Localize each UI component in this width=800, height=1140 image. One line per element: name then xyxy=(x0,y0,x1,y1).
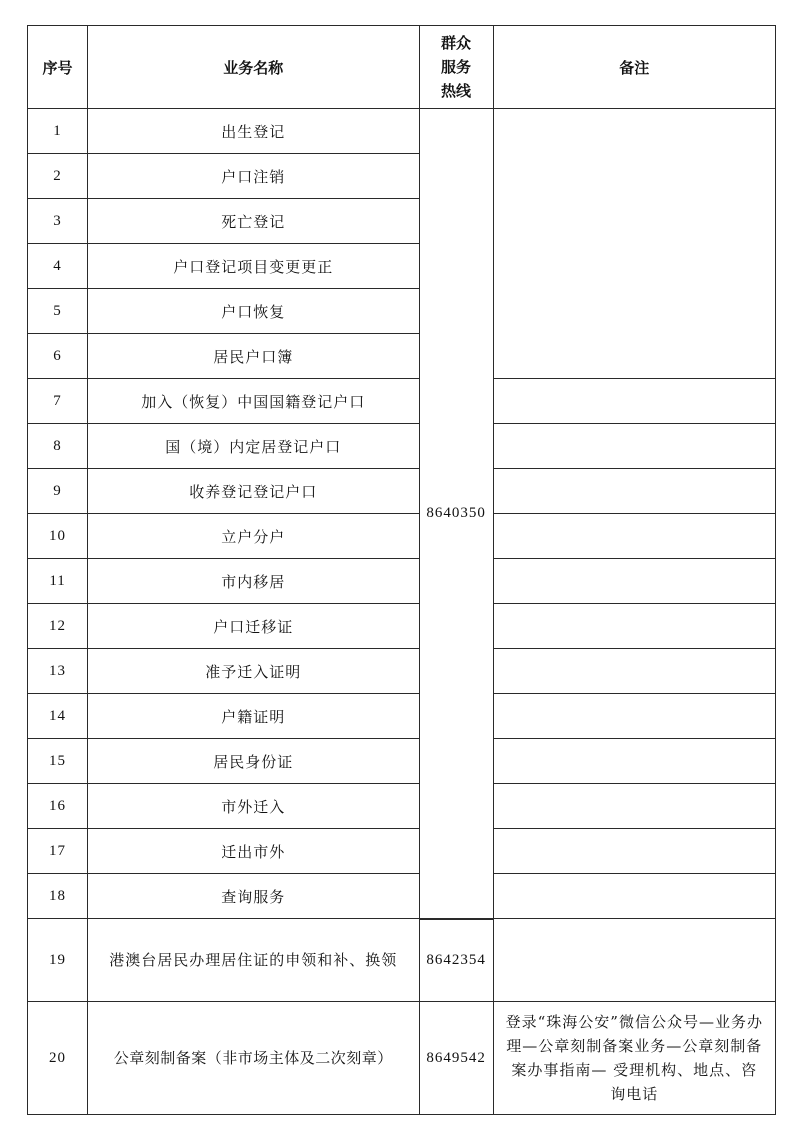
business-hotline-table xyxy=(27,25,776,1115)
row-business-name: 死亡登记 xyxy=(88,199,419,244)
row-seq: 2 xyxy=(28,154,88,199)
row-seq: 3 xyxy=(28,199,88,244)
row-business-name: 居民身份证 xyxy=(88,739,419,784)
row-business-name: 收养登记登记户口 xyxy=(88,469,419,514)
row-seq: 16 xyxy=(28,784,88,829)
row-seq: 18 xyxy=(28,874,88,919)
row-business-name: 居民户口簿 xyxy=(88,334,419,379)
row-note xyxy=(493,379,775,424)
row-note xyxy=(493,604,775,649)
row-note xyxy=(493,829,775,874)
row-note xyxy=(493,514,775,559)
row-seq: 14 xyxy=(28,694,88,739)
row-business-name: 市内移居 xyxy=(88,559,419,604)
row-seq: 13 xyxy=(28,649,88,694)
row-note xyxy=(493,649,775,694)
row-seq: 19 xyxy=(28,919,88,1002)
header-business-name: 业务名称 xyxy=(88,26,419,109)
table-row xyxy=(28,829,776,874)
row-note-merged xyxy=(493,109,775,379)
row-business-name: 户籍证明 xyxy=(88,694,419,739)
table-row xyxy=(28,649,776,694)
table-row xyxy=(28,424,776,469)
row-seq: 10 xyxy=(28,514,88,559)
row-seq: 20 xyxy=(28,1002,88,1115)
table-row xyxy=(28,694,776,739)
row-business-name: 户口恢复 xyxy=(88,289,419,334)
row-seq: 7 xyxy=(28,379,88,424)
table-row xyxy=(28,604,776,649)
row-business-name: 迁出市外 xyxy=(88,829,419,874)
header-seq: 序号 xyxy=(28,26,88,109)
row-seq: 9 xyxy=(28,469,88,514)
row-note xyxy=(493,919,775,1002)
row-seq: 4 xyxy=(28,244,88,289)
row-seq: 11 xyxy=(28,559,88,604)
row-note xyxy=(493,739,775,784)
table-row xyxy=(28,1002,776,1115)
row-business-name: 立户分户 xyxy=(88,514,419,559)
row-business-name: 户口登记项目变更更正 xyxy=(88,244,419,289)
row-seq: 8 xyxy=(28,424,88,469)
header-hotline-label: 群众服务热线 xyxy=(441,34,472,100)
row-business-name: 户口注销 xyxy=(88,154,419,199)
row-hotline: 8642354 xyxy=(419,919,493,1002)
table-row xyxy=(28,514,776,559)
row-note: 登录“珠海公安”微信公众号—业务办理—公章刻制备案业务—公章刻制备案办事指南— 受理机构、地点、咨询电话 xyxy=(493,1002,775,1115)
row-seq: 15 xyxy=(28,739,88,784)
table-row xyxy=(28,919,776,1002)
table-row xyxy=(28,559,776,604)
table-row xyxy=(28,784,776,829)
hotline-cell-shared: 8640350 xyxy=(419,109,493,919)
table-row xyxy=(28,109,776,154)
row-seq: 17 xyxy=(28,829,88,874)
row-business-name: 出生登记 xyxy=(88,109,419,154)
table-row xyxy=(28,739,776,784)
row-note xyxy=(493,559,775,604)
row-business-name: 市外迁入 xyxy=(88,784,419,829)
row-hotline: 8649542 xyxy=(419,1002,493,1115)
row-business-name: 加入（恢复）中国国籍登记户口 xyxy=(88,379,419,424)
row-business-name: 户口迁移证 xyxy=(88,604,419,649)
row-note xyxy=(493,694,775,739)
row-seq: 5 xyxy=(28,289,88,334)
table-header-row xyxy=(28,26,776,109)
row-business-name: 港澳台居民办理居住证的申领和补、换领 xyxy=(88,919,419,1002)
table-row xyxy=(28,379,776,424)
row-seq: 12 xyxy=(28,604,88,649)
row-business-name: 国（境）内定居登记户口 xyxy=(88,424,419,469)
row-note xyxy=(493,469,775,514)
table-row xyxy=(28,874,776,919)
header-hotline xyxy=(419,26,493,109)
row-seq: 6 xyxy=(28,334,88,379)
table-row xyxy=(28,469,776,514)
row-note xyxy=(493,874,775,919)
row-note xyxy=(493,424,775,469)
row-note xyxy=(493,784,775,829)
row-business-name: 查询服务 xyxy=(88,874,419,919)
row-seq: 1 xyxy=(28,109,88,154)
header-note: 备注 xyxy=(493,26,775,109)
row-business-name: 准予迁入证明 xyxy=(88,649,419,694)
row-business-name: 公章刻制备案（非市场主体及二次刻章） xyxy=(88,1002,419,1115)
